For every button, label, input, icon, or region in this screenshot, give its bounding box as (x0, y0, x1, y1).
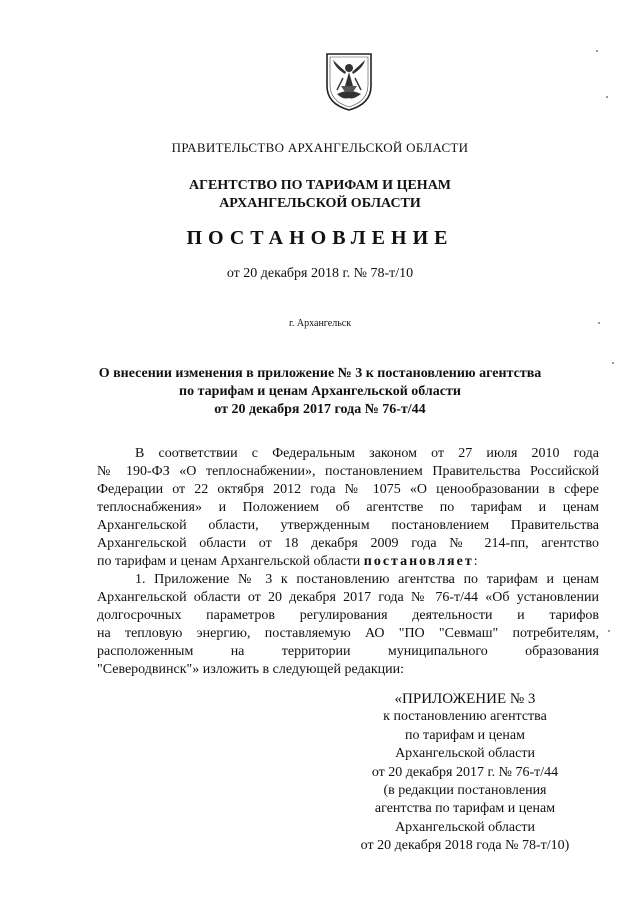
appendix-line9: от 20 декабря 2018 года № 78-т/10) (360, 838, 570, 854)
paragraph1-line2: № 190-ФЗ «О теплоснабжении», постановлением Правительства Российской (97, 464, 599, 479)
appendix-line7: агентства по тарифам и ценам (374, 801, 556, 817)
paragraph2-line4: на тепловую энергию, поставляемую АО "ПО "Севмаш" потребителям, (97, 626, 599, 641)
paragraph1-line3: Федерации от 22 октября 2012 года № 1075 «О ценообразовании в сфере (97, 482, 599, 497)
paragraph1-line7-colon: : (473, 554, 478, 569)
appendix-line5: от 20 декабря 2017 г. № 76-т/44 (371, 764, 559, 780)
paragraph1-line1: В соответствии с Федеральным законом от 27 июля 2010 года (135, 446, 599, 461)
document-subject (0, 365, 640, 419)
paragraph2-line1: 1. Приложение № 3 к постановлению агентства по тарифам и ценам (135, 572, 599, 587)
appendix-title: «ПРИЛОЖЕНИЕ № 3 (394, 691, 536, 707)
coat-of-arms-emblem-icon (323, 50, 375, 112)
appendix-line2: к постановлению агентства (383, 709, 547, 725)
subject-line3: от 20 декабря 2017 года № 76-т/44 (214, 402, 426, 417)
paragraph2-line3: долгосрочных параметров регулирования деятельности и тарифов (97, 608, 599, 623)
agency-name (0, 177, 640, 213)
paragraph2-line5: расположенным на территории муниципального образования (97, 644, 599, 659)
paragraph1-line5: Архангельской области, утвержденным постановлением Правительства (97, 518, 599, 533)
scan-speck (612, 362, 614, 364)
paragraph1-line4: теплоснабжения» и Положением об агентстве по тарифам и ценам (97, 500, 599, 515)
scan-speck (608, 630, 610, 632)
appendix-line3: по тарифам и ценам (405, 727, 525, 743)
appendix-line8: Архангельской области (395, 819, 535, 835)
scan-speck (596, 50, 598, 52)
city-name: г. Архангельск (288, 318, 352, 329)
appendix-line6: (в редакции постановления (383, 783, 547, 799)
document-body (97, 445, 599, 679)
paragraph1-line6: Архангельской области от 18 декабря 2009 года № 214-пп, агентство (97, 536, 599, 551)
appendix-line4: Архангельской области (395, 746, 535, 762)
scan-speck (606, 96, 608, 98)
subject-line2: по тарифам и ценам Архангельской области (179, 384, 461, 399)
paragraph1-line7-text: по тарифам и ценам Архангельской области (97, 554, 361, 569)
document-type-title: ПОСТАНОВЛЕНИЕ (186, 227, 454, 249)
subject-line1: О внесении изменения в приложение № 3 к постановлению агентства (98, 366, 542, 381)
document-date-number: от 20 декабря 2018 г. № 78-т/10 (226, 266, 414, 281)
government-name: ПРАВИТЕЛЬСТВО АРХАНГЕЛЬСКОЙ ОБЛАСТИ (171, 140, 469, 155)
decree-verb: постановляет (363, 554, 474, 569)
paragraph2-line2: Архангельской области от 20 декабря 2017 года № 76-т/44 «Об установлении (97, 590, 599, 605)
appendix-reference (330, 690, 600, 856)
scan-speck (598, 322, 600, 324)
agency-name-line1: АГЕНТСТВО ПО ТАРИФАМ И ЦЕНАМ (188, 178, 452, 193)
paragraph2-line6: "Северодвинск"» изложить в следующей редакции: (97, 662, 404, 677)
paragraph1-line7 (97, 553, 599, 571)
agency-name-line2: АРХАНГЕЛЬСКОЙ ОБЛАСТИ (219, 196, 421, 211)
